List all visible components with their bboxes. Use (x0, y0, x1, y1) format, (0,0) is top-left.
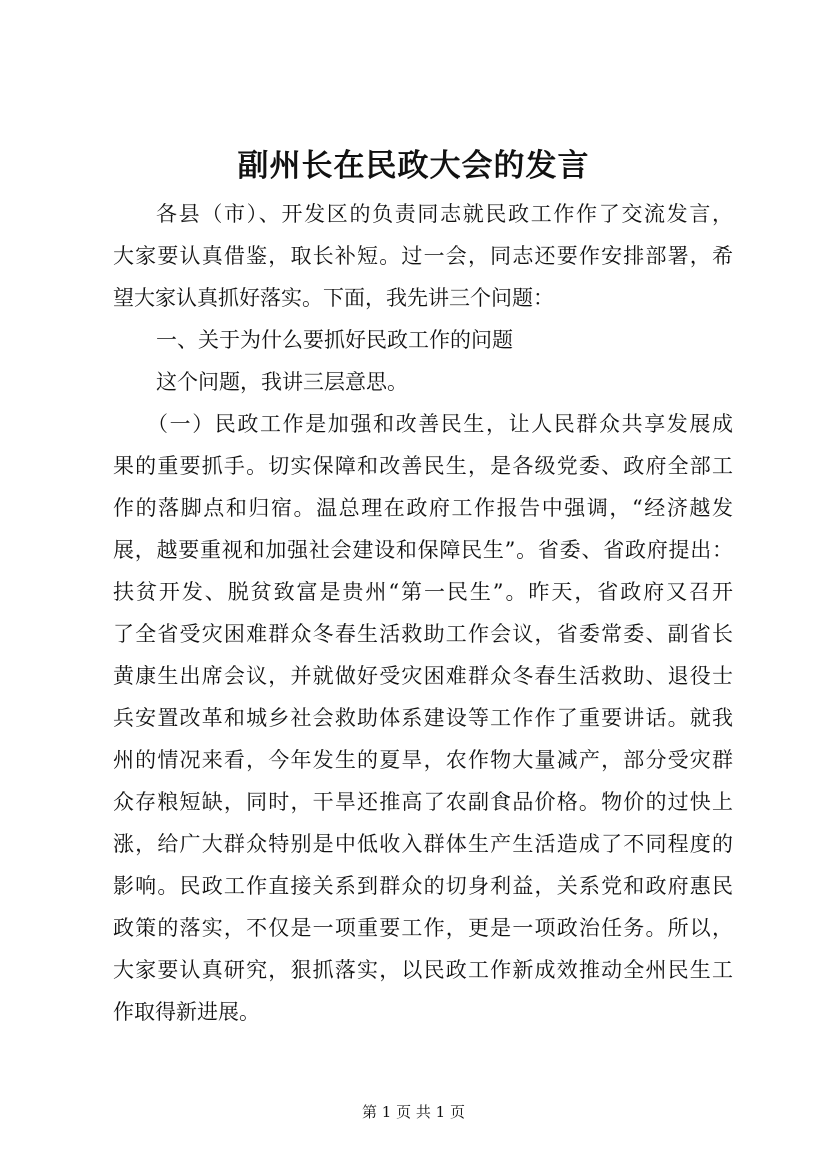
text-line: （一）民政工作是加强和改善民生，让人民群众共享发展成 (147, 412, 733, 436)
text-line: 影响。民政工作直接关系到群众的切身利益，关系党和政府惠民 (113, 874, 733, 898)
text-line: 作取得新进展。 (113, 1000, 260, 1024)
text-line: 展，越要重视和加强社会建设和保障民生”。省委、省政府提出： (113, 538, 733, 562)
text-line: 政策的落实，不仅是一项重要工作，更是一项政治任务。所以， (113, 916, 733, 940)
text-line: 各县（市）、开发区的负责同志就民政工作作了交流发言， (156, 202, 733, 226)
text-line: 兵安置改革和城乡社会救助体系建设等工作作了重要讲话。就我 (113, 706, 733, 730)
section-heading: 一、关于为什么要抓好民政工作的问题 (156, 328, 513, 352)
text-line: 州的情况来看，今年发生的夏旱，农作物大量减产，部分受灾群 (113, 748, 733, 772)
text-line: 大家要认真研究，狠抓落实，以民政工作新成效推动全州民生工 (113, 958, 733, 982)
text-line: 黄康生出席会议，并就做好受灾困难群众冬春生活救助、退役士 (113, 664, 733, 688)
text-line: 扶贫开发、脱贫致富是贵州“第一民生”。昨天，省政府又召开 (113, 580, 733, 604)
text-line: 望大家认真抓好落实。下面，我先讲三个问题： (113, 286, 554, 310)
page-footer: 第 1 页 共 1 页 (362, 1103, 465, 1121)
text-line: 众存粮短缺，同时，干旱还推高了农副食品价格。物价的过快上 (113, 790, 733, 814)
text-line: 果的重要抓手。切实保障和改善民生，是各级党委、政府全部工 (113, 454, 733, 478)
text-line: 了全省受灾困难群众冬春生活救助工作会议，省委常委、副省长 (113, 622, 733, 646)
text-line: 大家要认真借鉴，取长补短。过一会，同志还要作安排部署，希 (113, 244, 733, 268)
text-line: 涨，给广大群众特别是中低收入群体生产生活造成了不同程度的 (113, 832, 733, 856)
text-line: 这个问题，我讲三层意思。 (156, 370, 408, 394)
page-title: 副州长在民政大会的发言 (237, 148, 590, 184)
text-line: 作的落脚点和归宿。温总理在政府工作报告中强调，“经济越发 (113, 496, 733, 520)
